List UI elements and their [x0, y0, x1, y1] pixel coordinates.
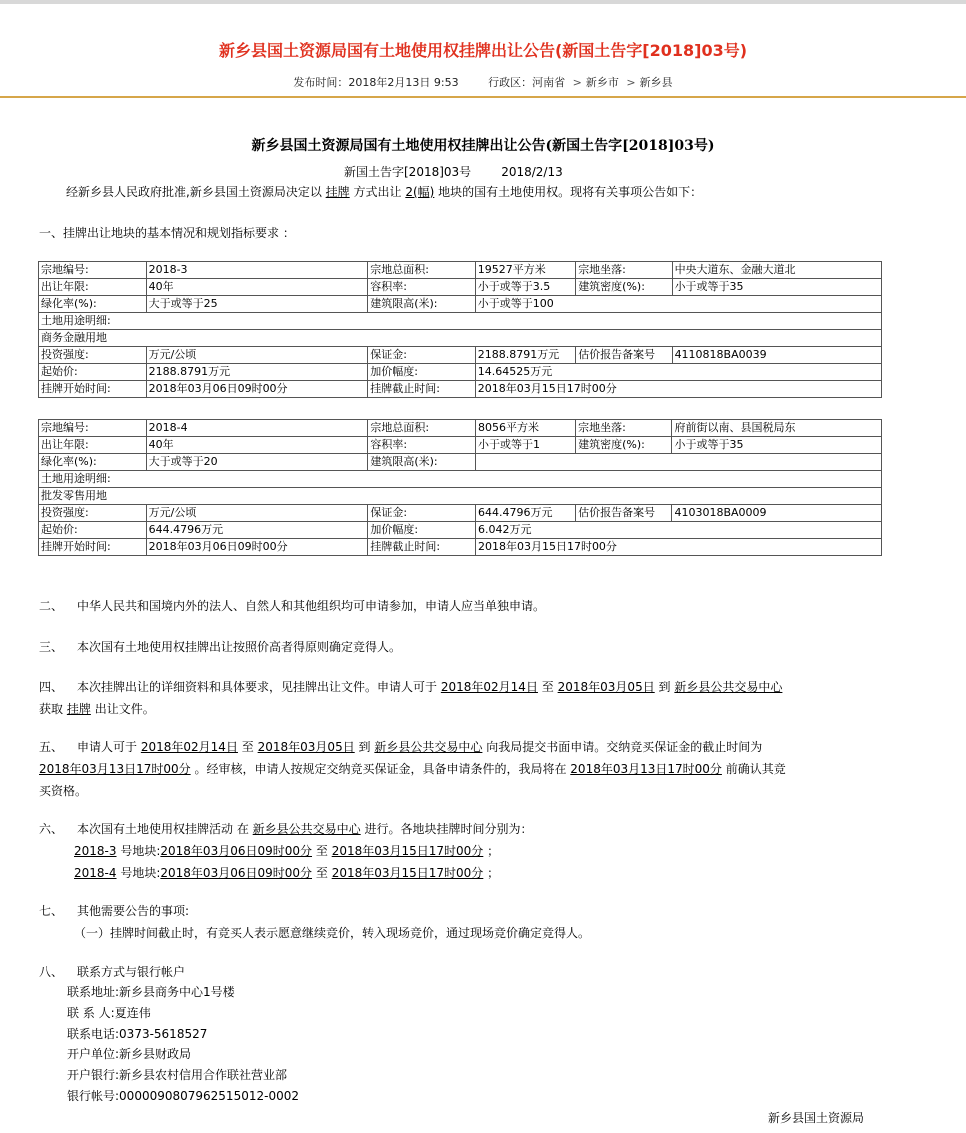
section-text: 其他需要公告的事项:	[77, 904, 190, 918]
value-end-time: 2018年03月15日17时00分	[475, 539, 881, 556]
date-start: 2018年02月14日	[440, 680, 538, 694]
contact-row	[67, 1086, 299, 1107]
contact-label: 开户银行:	[67, 1068, 120, 1083]
value-area: 8056平方米	[475, 420, 575, 437]
section-text: 号地块:	[120, 866, 161, 880]
value-location: 府前街以南、县国税局东	[672, 420, 882, 437]
chevron-right-icon: >	[572, 76, 582, 89]
label-area: 宗地总面积:	[368, 420, 476, 437]
contact-value: 新乡县财政局	[119, 1047, 192, 1062]
deadline: 2018年03月13日17时00分	[570, 762, 722, 776]
label-far: 容积率:	[368, 279, 476, 296]
contact-list	[67, 982, 299, 1107]
intro-text: 经新乡县人民政府批准,新乡县国土资源局决定以	[66, 185, 322, 199]
breadcrumb-county[interactable]: 新乡县	[639, 76, 673, 89]
section-text: 本次国有土地使用权挂牌活动 在	[77, 822, 249, 836]
label-parcel-no: 宗地编号:	[39, 262, 147, 279]
label-green: 绿化率(%):	[39, 296, 147, 313]
value-start-time: 2018年03月06日09时00分	[146, 539, 368, 556]
value-increment: 6.042万元	[475, 522, 881, 539]
section-number: 三、	[39, 640, 64, 654]
label-start-price: 起始价:	[39, 364, 147, 381]
section-text: 申请人可于	[77, 740, 138, 754]
value-invest: 万元/公顷	[146, 505, 368, 522]
label-location: 宗地坐落:	[576, 420, 672, 437]
label-start-price: 起始价:	[39, 522, 147, 539]
value-use: 商务金融用地	[39, 330, 882, 347]
document-title: 新乡县国土资源局国有土地使用权挂牌出让公告(新国土告字[2018]03号)	[251, 138, 715, 154]
section-text: 至	[315, 866, 328, 880]
value-start-price: 2188.8791万元	[146, 364, 368, 381]
value-use: 批发零售用地	[39, 488, 882, 505]
time-end: 2018年03月15日17时00分	[331, 866, 484, 880]
value-increment: 14.64525万元	[475, 364, 881, 381]
contact-label: 银行帐号:	[67, 1088, 120, 1103]
value-deposit: 2188.8791万元	[475, 347, 575, 364]
value-invest: 万元/公顷	[146, 347, 368, 364]
value-far: 小于或等于1	[475, 437, 575, 454]
place: 新乡县公共交易中心	[252, 822, 361, 836]
value-parcel-no: 2018-4	[146, 420, 368, 437]
place: 新乡县公共交易中心	[674, 680, 783, 694]
section-text: 。经审核，申请人按规定交纳竞买保证金，具备申请条件的，我局将在	[194, 762, 567, 776]
document-number: 新国土告字[2018]03号	[344, 165, 472, 179]
contact-label: 联 系 人:	[67, 1005, 115, 1020]
intro-count: 2(幅)	[405, 185, 435, 199]
section-6	[39, 818, 889, 884]
section-number: 六、	[39, 822, 64, 836]
contact-value: 新乡县商务中心1号楼	[119, 985, 235, 999]
value-area: 19527平方米	[475, 262, 575, 279]
section-3	[39, 636, 889, 658]
method: 挂牌	[66, 702, 91, 716]
label-end-time: 挂牌截止时间:	[368, 381, 476, 398]
label-density: 建筑密度(%):	[576, 437, 672, 454]
label-appraisal: 估价报告备案号	[576, 505, 672, 522]
contact-row	[67, 1024, 299, 1045]
top-border	[0, 0, 966, 4]
label-increment: 加价幅度:	[368, 364, 476, 381]
breadcrumb-province[interactable]: 河南省	[532, 76, 566, 89]
contact-label: 开户单位:	[67, 1047, 120, 1062]
section-text: 中华人民共和国境内外的法人、自然人和其他组织均可申请参加，申请人应当单独申请。	[77, 599, 546, 613]
date-start: 2018年02月14日	[140, 740, 238, 754]
section-number: 五、	[39, 740, 64, 754]
region-label: 行政区：	[488, 76, 533, 89]
contact-row	[67, 982, 299, 1003]
value-parcel-no: 2018-3	[146, 262, 368, 279]
section-text: 号地块:	[120, 844, 161, 858]
section-text: 前确认其竞	[725, 762, 786, 776]
value-far: 小于或等于3.5	[475, 279, 575, 296]
label-density: 建筑密度(%):	[576, 279, 672, 296]
value-start-price: 644.4796万元	[146, 522, 368, 539]
parcel-no: 2018-3	[74, 844, 117, 858]
breadcrumb-city[interactable]: 新乡市	[585, 76, 619, 89]
value-term: 40年	[146, 279, 368, 296]
section-text: 向我局提交书面申请。交纳竞买保证金的截止时间为	[486, 740, 763, 754]
section-8	[39, 961, 889, 983]
section-number: 七、	[39, 904, 64, 918]
parcel-no: 2018-4	[74, 866, 117, 880]
parcel-table	[38, 419, 882, 556]
publish-time: 2018年2月13日 9:53	[348, 76, 459, 89]
intro-paragraph	[66, 183, 702, 200]
section-text: 到	[658, 680, 671, 694]
label-green: 绿化率(%):	[39, 454, 147, 471]
section-number: 四、	[39, 680, 64, 694]
label-deposit: 保证金:	[368, 347, 476, 364]
section-text: ；	[487, 844, 500, 858]
value-start-time: 2018年03月06日09时00分	[146, 381, 368, 398]
label-end-time: 挂牌截止时间:	[368, 539, 476, 556]
value-green: 大于或等于20	[146, 454, 368, 471]
label-use: 土地用途明细:	[39, 471, 882, 488]
section-text: 到	[358, 740, 371, 754]
section-text: 本次挂牌出让的详细资料和具体要求，见挂牌出让文件。申请人可于	[77, 680, 438, 694]
date-end: 2018年03月05日	[257, 740, 355, 754]
value-term: 40年	[146, 437, 368, 454]
label-deposit: 保证金:	[368, 505, 476, 522]
label-invest: 投资强度:	[39, 347, 147, 364]
value-height: 小于或等于100	[475, 296, 881, 313]
section-text: 联系方式与银行帐户	[77, 965, 186, 979]
document-date: 2018/2/13	[501, 165, 563, 179]
section-4	[39, 676, 889, 720]
publish-meta	[0, 74, 966, 90]
value-appraisal: 4103018BA0009	[672, 505, 882, 522]
contact-row	[67, 1065, 299, 1086]
contact-value: 0373-5618527	[119, 1026, 208, 1041]
value-height	[475, 454, 881, 471]
contact-value: 0000090807962515012-0002	[119, 1088, 299, 1103]
publish-label: 发布时间：	[293, 76, 349, 89]
page-title: 新乡县国土资源局国有土地使用权挂牌出让公告(新国土告字[2018]03号)	[218, 41, 748, 60]
value-location: 中央大道东、金融大道北	[672, 262, 881, 279]
document-number-line	[344, 163, 563, 180]
deadline: 2018年03月13日17时00分	[39, 762, 191, 776]
contact-value: 新乡县农村信用合作联社营业部	[119, 1068, 288, 1083]
section-text: 出让文件。	[94, 702, 155, 716]
intro-text: 方式出让	[353, 185, 402, 199]
contact-label: 联系地址:	[67, 985, 120, 999]
section-5	[39, 736, 889, 802]
signature: 新乡县国土资源局	[768, 1111, 865, 1125]
contact-label: 联系电话:	[67, 1026, 120, 1041]
section-text: （一）挂牌时间截止时，有竞买人表示愿意继续竞价，转入现场竞价，通过现场竞价确定竞得人。	[74, 926, 591, 940]
value-green: 大于或等于25	[146, 296, 368, 313]
intro-text: 地块的国有土地使用权。现将有关事项公告如下：	[438, 185, 703, 199]
section-text: 本次国有土地使用权挂牌出让按照价高者得原则确定竞得人。	[77, 640, 402, 654]
parcel-table	[38, 261, 882, 398]
value-deposit: 644.4796万元	[475, 505, 575, 522]
label-term: 出让年限:	[39, 279, 147, 296]
contact-row	[67, 1044, 299, 1065]
value-appraisal: 4110818BA0039	[672, 347, 881, 364]
section-7	[39, 900, 889, 944]
label-start-time: 挂牌开始时间:	[39, 381, 147, 398]
label-parcel-no: 宗地编号:	[39, 420, 147, 437]
section-2	[39, 595, 889, 617]
section-number: 八、	[39, 965, 64, 979]
intro-method: 挂牌	[325, 185, 350, 199]
label-location: 宗地坐落:	[576, 262, 672, 279]
label-far: 容积率:	[368, 437, 476, 454]
section-text: 至	[541, 680, 554, 694]
label-invest: 投资强度:	[39, 505, 147, 522]
section-text: 进行。各地块挂牌时间分别为：	[364, 822, 533, 836]
label-area: 宗地总面积:	[368, 262, 476, 279]
label-height: 建筑限高(米):	[368, 296, 476, 313]
label-height: 建筑限高(米):	[368, 454, 476, 471]
section-text: 至	[315, 844, 328, 858]
section-heading-1: 一、挂牌出让地块的基本情况和规划指标要求 ：	[39, 226, 295, 240]
section-number: 二、	[39, 599, 64, 613]
value-density: 小于或等于35	[672, 279, 881, 296]
place: 新乡县公共交易中心	[374, 740, 483, 754]
date-end: 2018年03月05日	[557, 680, 655, 694]
label-increment: 加价幅度:	[368, 522, 476, 539]
chevron-right-icon: >	[626, 76, 636, 89]
time-start: 2018年03月06日09时00分	[160, 866, 313, 880]
section-text: 买资格。	[39, 784, 88, 798]
label-start-time: 挂牌开始时间:	[39, 539, 147, 556]
contact-value: 夏连伟	[114, 1005, 151, 1020]
label-use: 土地用途明细:	[39, 313, 882, 330]
label-appraisal: 估价报告备案号	[576, 347, 672, 364]
divider	[0, 96, 966, 98]
time-end: 2018年03月15日17时00分	[331, 844, 484, 858]
section-text: 至	[241, 740, 254, 754]
section-text: ；	[487, 866, 500, 880]
value-density: 小于或等于35	[672, 437, 882, 454]
value-end-time: 2018年03月15日17时00分	[475, 381, 881, 398]
contact-row	[67, 1003, 299, 1024]
section-text: 获取	[39, 702, 64, 716]
time-start: 2018年03月06日09时00分	[160, 844, 313, 858]
label-term: 出让年限:	[39, 437, 147, 454]
